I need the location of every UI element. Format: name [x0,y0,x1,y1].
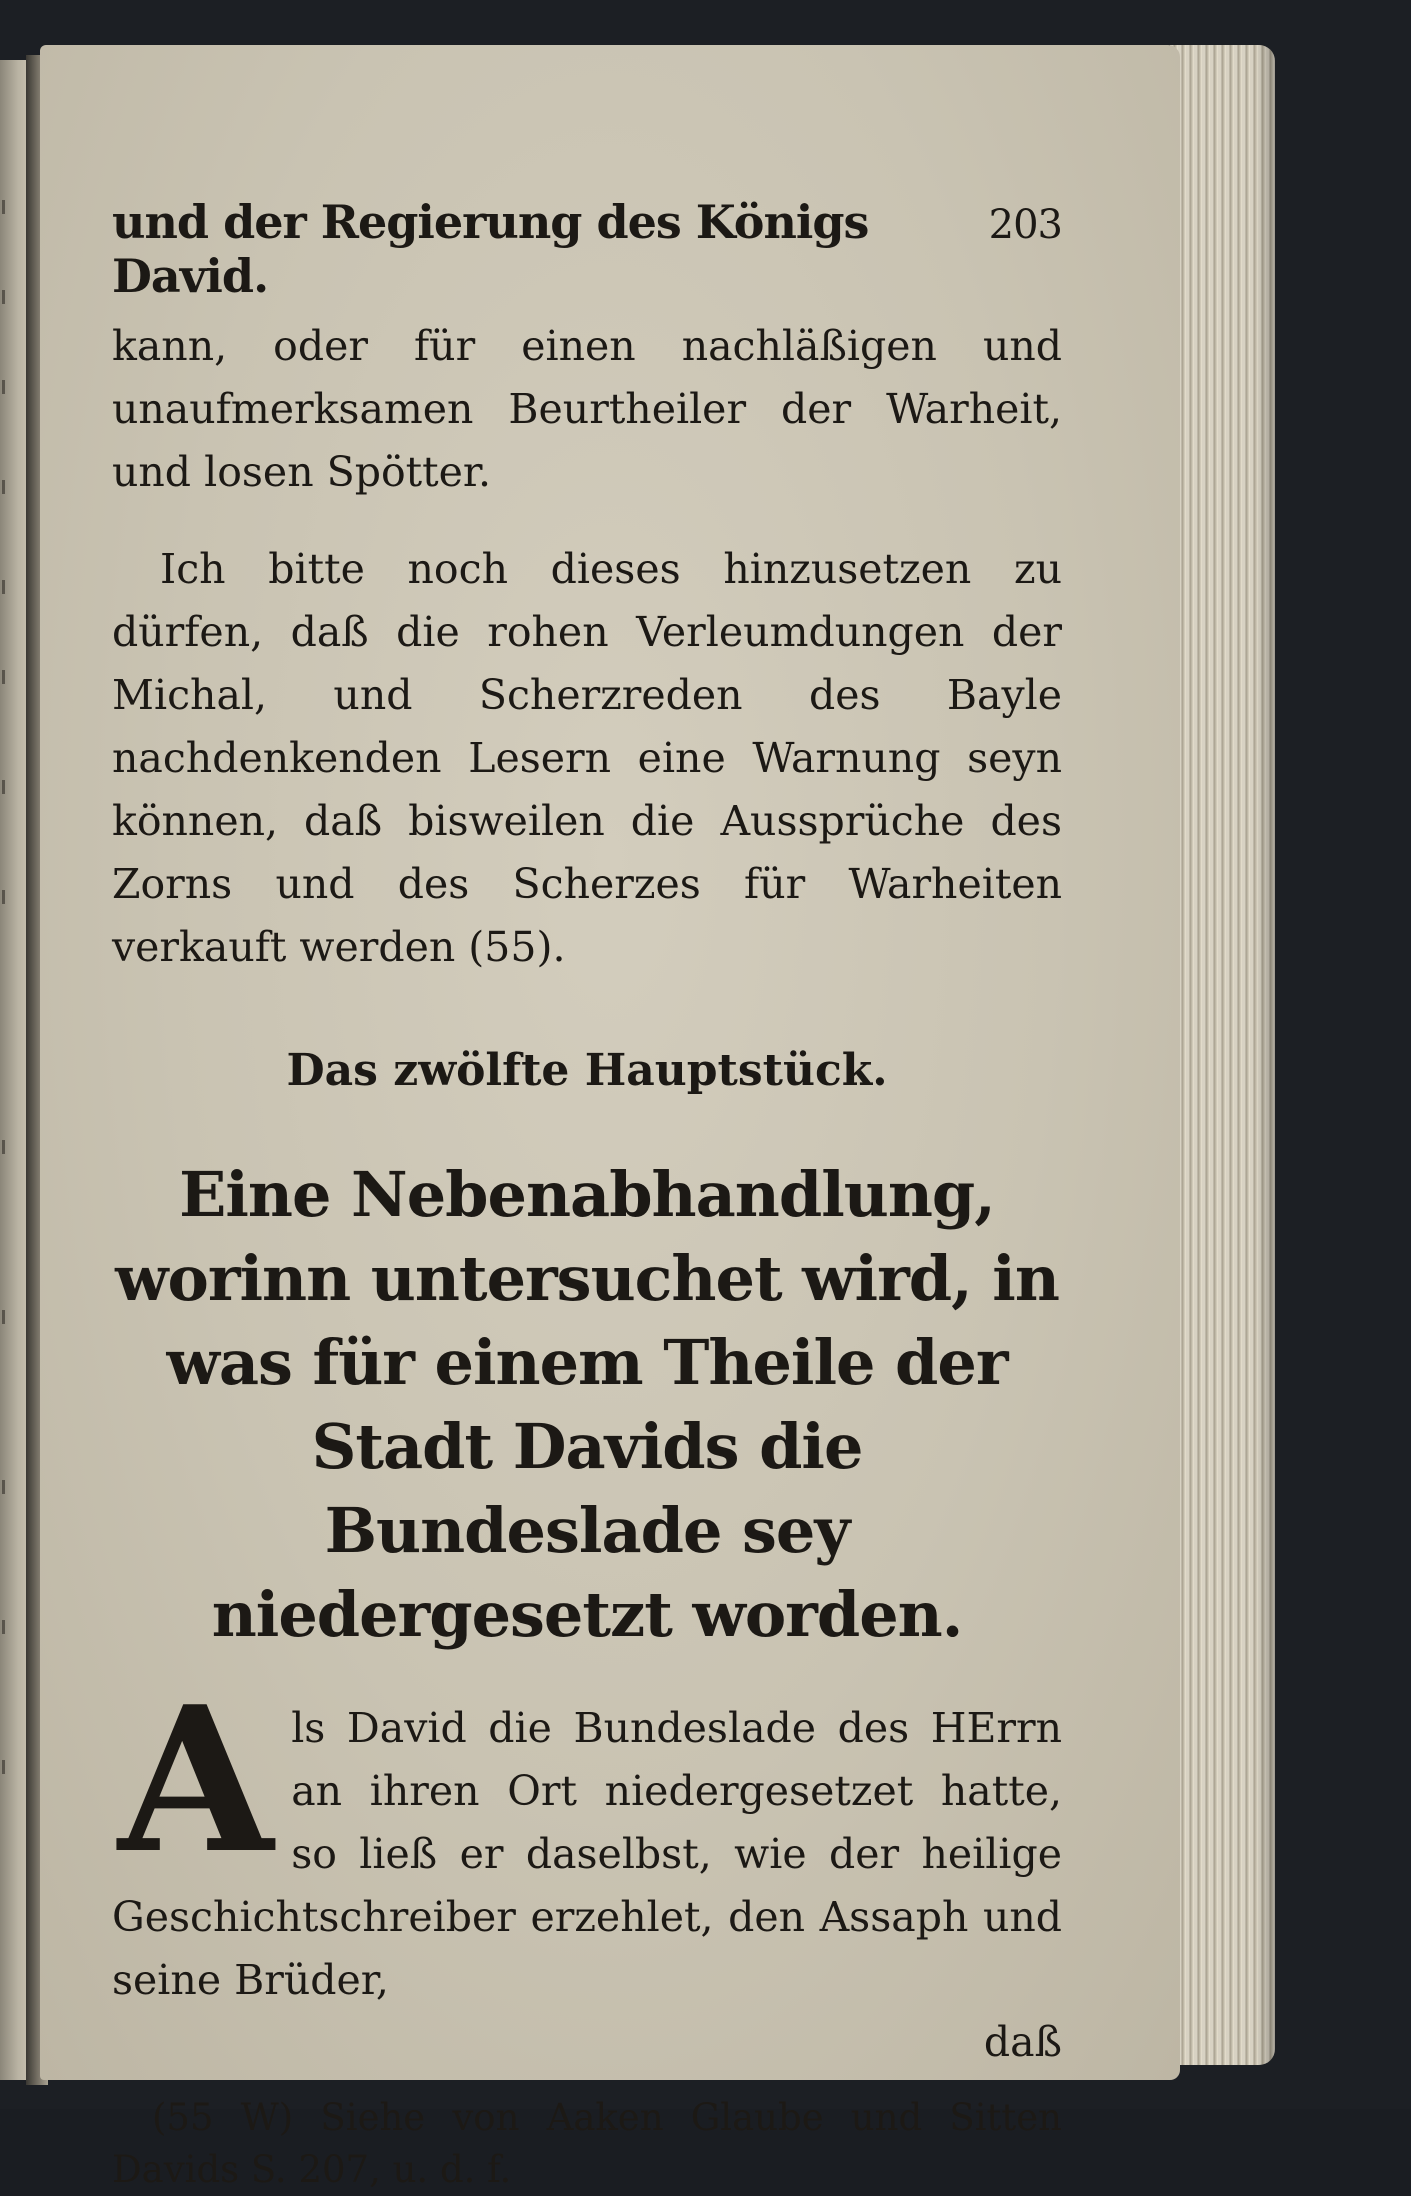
chapter-body [112,1663,1062,2012]
page-number: 203 [988,202,1062,248]
left-page-fragment [2,580,29,594]
left-page-fragment [2,480,29,494]
chapter-title: Eine Nebenabhandlung, worinn untersuchet wird, in was für einem Theile der Stadt Davids die Bundeslade sey niedergesetzt worden. [115,1158,1059,1651]
left-page-fragment [2,670,29,684]
running-head [112,195,1062,303]
paragraph: Ich bitte noch dieses hinzusetzen zu dürfen, daß die rohen Verleumdungen der Michal, und Scherzreden des Bayle nachdenkenden Lesern eine Warnung seyn können, daß bisweilen die Aussprüche des Zorns und des Scherzes für Warheiten verkauft werden (55). [112,545,1062,971]
chapter-body-text: ls David die Bundeslade des HErrn an ihren Ort niedergesetzet hatte, so ließ er daselbst, wie der heilige Geschichtschreiber erzehlet, den Assaph und seine Brüder, [112,1704,1062,2004]
book-page [40,45,1180,2191]
left-page-fragment [2,780,29,794]
chapter-number: Das zwölfte Hauptstück. [286,1045,888,1096]
left-page-fragment [2,1760,29,1774]
left-page-fragment [2,1620,29,1634]
left-page-fragment [2,1480,29,1494]
catchword: daß [983,2018,1062,2066]
left-page-fragment [2,290,29,304]
left-page-fragment [2,380,29,394]
page-text-block [112,195,1062,2196]
drop-cap: A [118,1663,274,1898]
footnote: (55 W) Siehe von Aaken Glaube und Sitten Davids S. 207, u. d. f. [112,2096,1062,2191]
left-page-fragment [2,1310,29,1324]
left-page-fragment [2,200,29,214]
running-head-title: und der Regierung des Königs David. [112,195,869,303]
left-page-fragment [2,1140,29,1154]
left-page-fragment [2,890,29,904]
page-edges [1170,45,1275,2065]
paragraph-continued: kann, oder für einen nachläßigen und unaufmerksamen Beurtheiler der Warheit, und losen Spötter. [112,322,1062,496]
